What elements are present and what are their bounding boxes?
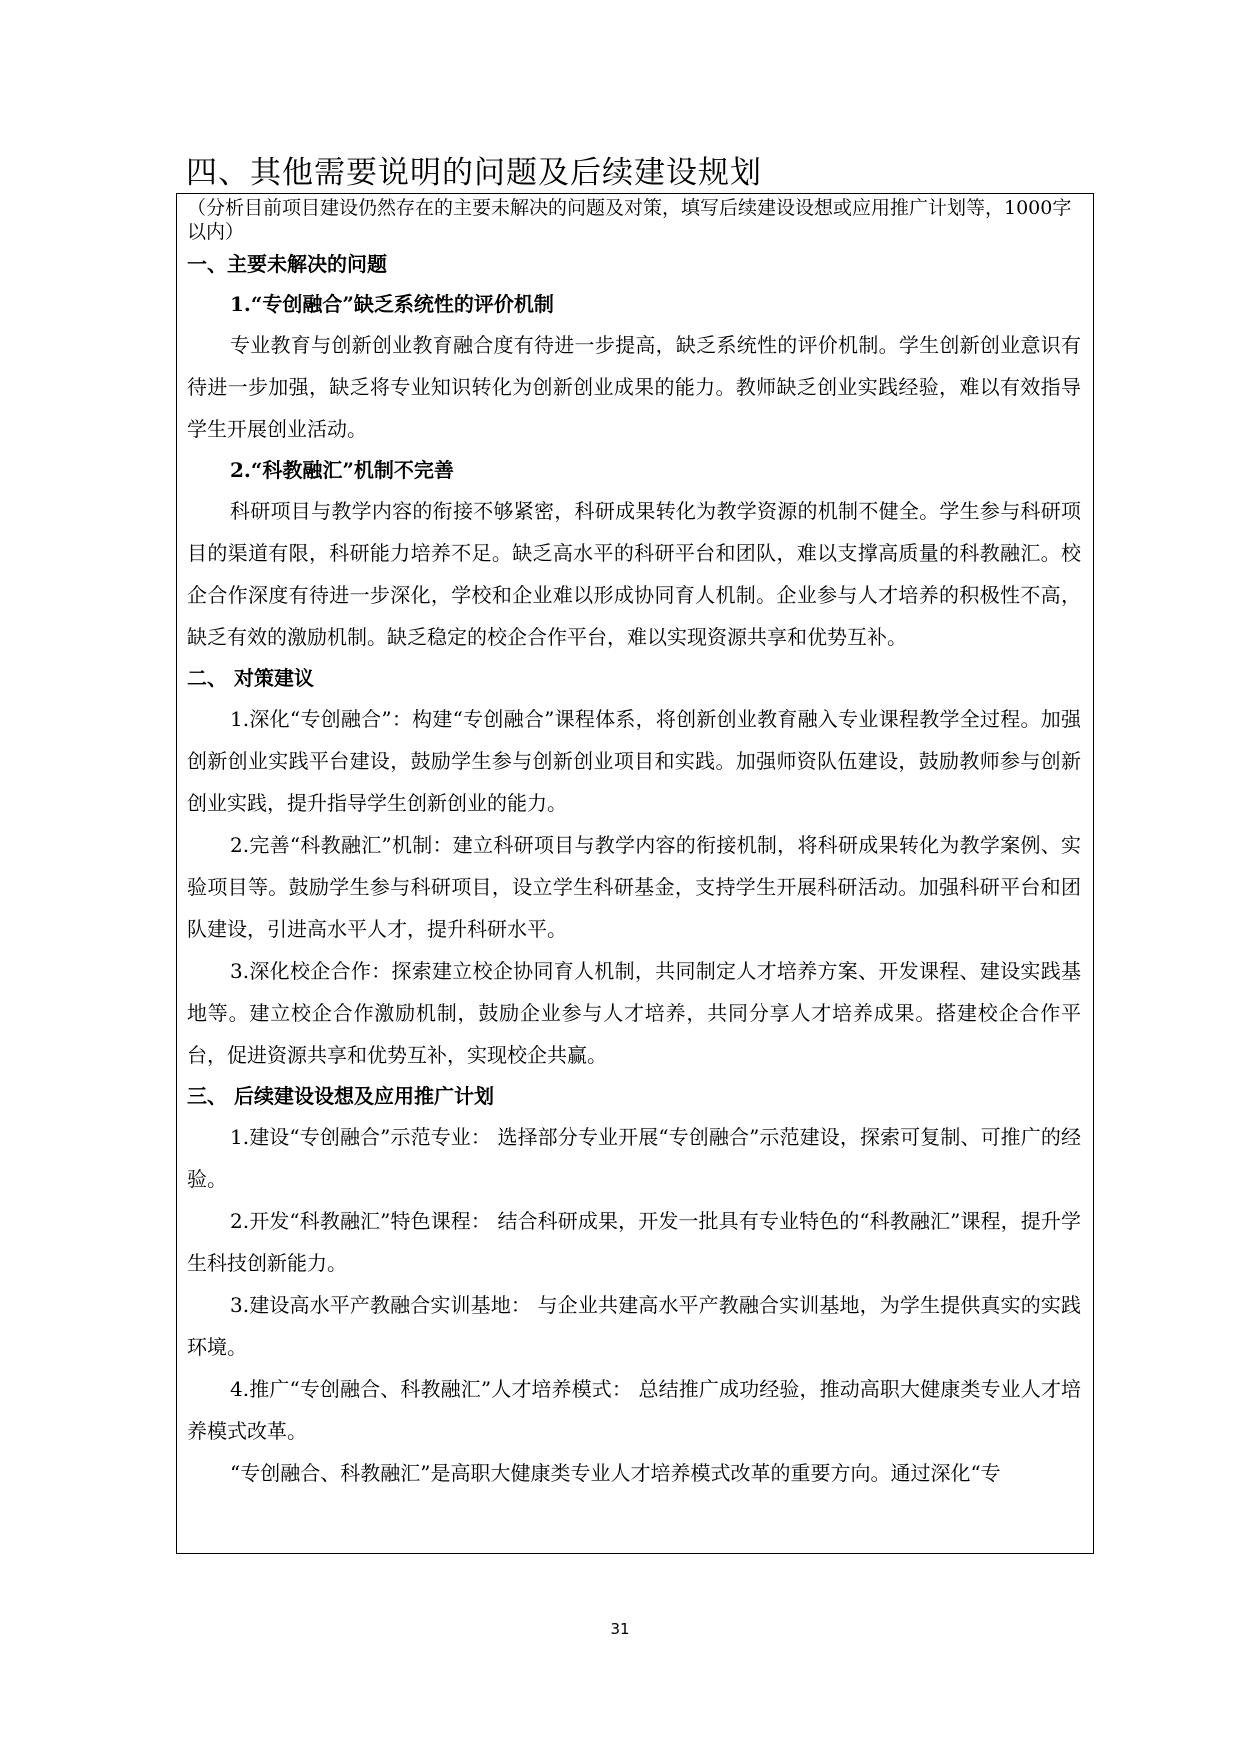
section-heading-countermeasures: 二、 对策建议 xyxy=(187,666,314,690)
section-heading-plans: 三、 后续建设设想及应用推广计划 xyxy=(187,1084,494,1108)
subheading-mechanism: 2.“科教融汇”机制不完善 xyxy=(230,458,454,482)
subheading-evaluation: 1.“专创融合”缺乏系统性的评价机制 xyxy=(230,292,554,316)
paragraph: 科研项目与教学内容的衔接不够紧密，科研成果转化为教学资源的机制不健全。学生参与科研项目的渠道有限，科研能力培养不足。缺乏高水平的科研平台和团队，难以支撑高质量的科教融汇。校企合作深度有待进一步深化，学校和企业难以形成协同育人机制。企业参与人才培养的积极性不高，缺乏有效的激励机制。缺乏稳定的校企合作平台，难以实现资源共享和优势互补。 xyxy=(187,499,1081,649)
paragraph: 3.深化校企合作：探索建立校企协同育人机制，共同制定人才培养方案、开发课程、建设实践基地等。建立校企合作激励机制，鼓励企业参与人才培养，共同分享人才培养成果。搭建校企合作平台，促进资源共享和优势互补，实现校企共赢。 xyxy=(187,959,1081,1067)
instruction-note: （分析目前项目建设仍然存在的主要未解决的问题及对策，填写后续建设设想或应用推广计划等，1000字以内） xyxy=(187,197,1072,243)
page-title: 四、其他需要说明的问题及后续建设规划 xyxy=(186,155,762,191)
section-heading-problems: 一、主要未解决的问题 xyxy=(187,252,387,276)
page-number: 31 xyxy=(610,1620,630,1638)
paragraph: 2.完善“科教融汇”机制：建立科研项目与教学内容的衔接机制，将科研成果转化为教学案例、实验项目等。鼓励学生参与科研项目，设立学生科研基金，支持学生开展科研活动。加强科研平台和团队建设，引进高水平人才，提升科研水平。 xyxy=(187,833,1081,941)
paragraph: 2.开发“科教融汇”特色课程： 结合科研成果，开发一批具有专业特色的“科教融汇”课程，提升学生科技创新能力。 xyxy=(187,1209,1081,1275)
paragraph: 4.推广“专创融合、科教融汇”人才培养模式： 总结推广成功经验，推动高职大健康类专业人才培养模式改革。 xyxy=(187,1377,1081,1443)
paragraph: 1.深化“专创融合”：构建“专创融合”课程体系，将创新创业教育融入专业课程教学全过程。加强创新创业实践平台建设，鼓励学生参与创新创业项目和实践。加强师资队伍建设，鼓励教师参与创新创业实践，提升指导学生创新创业的能力。 xyxy=(187,707,1081,815)
paragraph: 专业教育与创新创业教育融合度有待进一步提高，缺乏系统性的评价机制。学生创新创业意识有待进一步加强，缺乏将专业知识转化为创新创业成果的能力。教师缺乏创业实践经验，难以有效指导学生开展创业活动。 xyxy=(187,333,1081,441)
paragraph: 1.建设“专创融合”示范专业： 选择部分专业开展“专创融合”示范建设，探索可复制、可推广的经验。 xyxy=(187,1125,1081,1191)
paragraph: 3.建设高水平产教融合实训基地： 与企业共建高水平产教融合实训基地，为学生提供真实的实践环境。 xyxy=(187,1293,1081,1359)
content-box xyxy=(176,193,1094,1554)
paragraph: “专创融合、科教融汇”是高职大健康类专业人才培养模式改革的重要方向。通过深化“专 xyxy=(230,1461,1001,1485)
